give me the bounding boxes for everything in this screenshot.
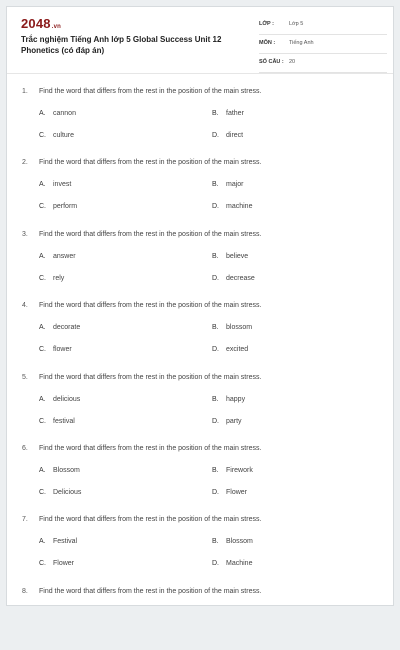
option-letter: B. — [212, 110, 219, 117]
option-letter: A. — [39, 110, 46, 117]
question-number: 4. — [22, 302, 28, 310]
option-letter: A. — [39, 181, 46, 189]
question-text: Find the word that differs from the rest in the position of the main stress. — [39, 373, 262, 381]
question-6 — [7, 436, 393, 507]
option-letter: D. — [212, 488, 219, 496]
question-5 — [7, 365, 393, 436]
option-letter: D. — [212, 132, 219, 139]
meta-info — [259, 17, 387, 74]
meta-value: Lớp 5 — [289, 21, 304, 27]
question-number: 5. — [22, 373, 28, 381]
option-letter: A. — [39, 395, 46, 403]
option-c[interactable] — [39, 418, 75, 425]
option-b[interactable] — [212, 181, 244, 188]
option-a[interactable] — [39, 396, 80, 403]
meta-row-subject — [259, 36, 387, 54]
meta-label: LỚP : — [259, 21, 274, 27]
option-letter: D. — [212, 203, 219, 211]
option-text: Delicious — [53, 488, 82, 496]
logo-suffix: .vn — [51, 24, 62, 30]
option-letter: B. — [212, 538, 219, 546]
option-letter: C. — [39, 346, 46, 354]
option-letter: D. — [212, 560, 219, 568]
question-number: 2. — [22, 159, 28, 167]
option-text: answer — [53, 252, 76, 260]
option-text: major — [226, 181, 244, 189]
option-letter: B. — [212, 395, 219, 403]
option-text: direct — [226, 132, 244, 139]
option-text: cannon — [53, 110, 76, 117]
option-text: machine — [226, 203, 253, 211]
question-text: Find the word that differs from the rest in the position of the main stress. — [39, 516, 262, 524]
worksheet-header — [7, 7, 393, 73]
option-text: flower — [53, 346, 72, 354]
option-c[interactable] — [39, 346, 72, 353]
question-text: Find the word that differs from the rest in the position of the main stress. — [39, 230, 262, 238]
option-letter: D. — [212, 274, 219, 282]
option-a[interactable] — [39, 181, 71, 188]
option-a[interactable] — [39, 110, 76, 117]
option-text: father — [226, 110, 244, 117]
option-text: delicious — [53, 395, 81, 403]
meta-value: Tiếng Anh — [289, 40, 314, 46]
option-c[interactable] — [39, 203, 77, 210]
option-letter: C. — [39, 417, 46, 425]
option-d[interactable] — [212, 560, 252, 567]
option-b[interactable] — [212, 324, 252, 331]
option-a[interactable] — [39, 467, 80, 474]
option-c[interactable] — [39, 132, 74, 139]
option-b[interactable] — [212, 467, 253, 474]
option-letter: A. — [39, 324, 46, 332]
site-logo[interactable] — [21, 16, 61, 31]
question-list — [7, 79, 393, 650]
option-text: Firework — [226, 466, 253, 474]
question-number: 7. — [22, 516, 28, 524]
option-letter: B. — [212, 466, 219, 474]
meta-row-count — [259, 55, 387, 73]
option-text: Flower — [226, 488, 248, 496]
option-d[interactable] — [212, 346, 248, 353]
option-letter: C. — [39, 488, 46, 496]
option-letter: B. — [212, 324, 219, 332]
worksheet — [6, 6, 394, 606]
option-text: culture — [53, 132, 75, 139]
option-letter: C. — [39, 274, 46, 282]
meta-row-class — [259, 17, 387, 35]
option-letter: D. — [212, 417, 219, 425]
question-2 — [7, 150, 393, 221]
option-text: decorate — [53, 324, 81, 332]
option-letter: A. — [39, 252, 46, 260]
option-d[interactable] — [212, 275, 255, 282]
option-b[interactable] — [212, 253, 248, 260]
option-text: decrease — [226, 274, 255, 282]
option-letter: C. — [39, 132, 46, 139]
meta-label: SỐ CÂU : — [259, 59, 284, 65]
question-number: 1. — [22, 88, 28, 95]
question-8 — [7, 579, 393, 650]
option-a[interactable] — [39, 538, 77, 545]
question-text: Find the word that differs from the rest in the position of the main stress. — [39, 587, 262, 595]
meta-label: MÔN : — [259, 40, 276, 46]
option-c[interactable] — [39, 275, 64, 282]
option-b[interactable] — [212, 110, 244, 117]
header-divider — [7, 73, 393, 74]
document-title: Trắc nghiệm Tiếng Anh lớp 5 Global Success Unit 12 Phonetics (có đáp án) — [21, 35, 222, 55]
question-text: Find the word that differs from the rest in the position of the main stress. — [39, 302, 262, 310]
meta-value: 20 — [289, 59, 296, 65]
option-letter: D. — [212, 346, 219, 354]
option-text: Blossom — [53, 466, 80, 474]
option-a[interactable] — [39, 253, 76, 260]
option-text: happy — [226, 395, 246, 403]
option-letter: A. — [39, 466, 46, 474]
question-text: Find the word that differs from the rest in the position of the main stress. — [39, 88, 262, 95]
option-text: Blossom — [226, 538, 253, 546]
option-text: festival — [53, 417, 75, 425]
option-d[interactable] — [212, 418, 242, 425]
logo-text: 2048 — [21, 16, 51, 31]
option-text: Machine — [226, 560, 253, 568]
option-text: party — [226, 417, 242, 425]
question-7 — [7, 507, 393, 578]
option-text: believe — [226, 252, 249, 260]
option-letter: C. — [39, 203, 46, 211]
option-text: perform — [53, 203, 78, 211]
option-d[interactable] — [212, 203, 252, 210]
option-c[interactable] — [39, 560, 74, 567]
option-text: blossom — [226, 324, 253, 332]
question-text: Find the word that differs from the rest in the position of the main stress. — [39, 444, 262, 452]
question-3 — [7, 222, 393, 293]
question-4 — [7, 293, 393, 364]
option-b[interactable] — [212, 538, 253, 545]
option-text: excited — [226, 346, 249, 354]
question-number: 6. — [22, 444, 28, 452]
option-letter: A. — [39, 538, 46, 546]
question-number: 8. — [22, 587, 28, 595]
option-c[interactable] — [39, 489, 81, 496]
option-d[interactable] — [212, 132, 243, 139]
question-number: 3. — [22, 230, 28, 238]
option-letter: B. — [212, 181, 219, 189]
question-text: Find the word that differs from the rest in the position of the main stress. — [39, 159, 262, 167]
option-letter: B. — [212, 252, 219, 260]
option-a[interactable] — [39, 324, 80, 331]
option-text: rely — [53, 274, 65, 282]
option-letter: C. — [39, 560, 46, 568]
option-text: Festival — [53, 538, 78, 546]
option-d[interactable] — [212, 489, 247, 496]
question-1 — [7, 79, 393, 150]
option-text: invest — [53, 181, 72, 189]
option-text: Flower — [53, 560, 75, 568]
option-b[interactable] — [212, 396, 245, 403]
